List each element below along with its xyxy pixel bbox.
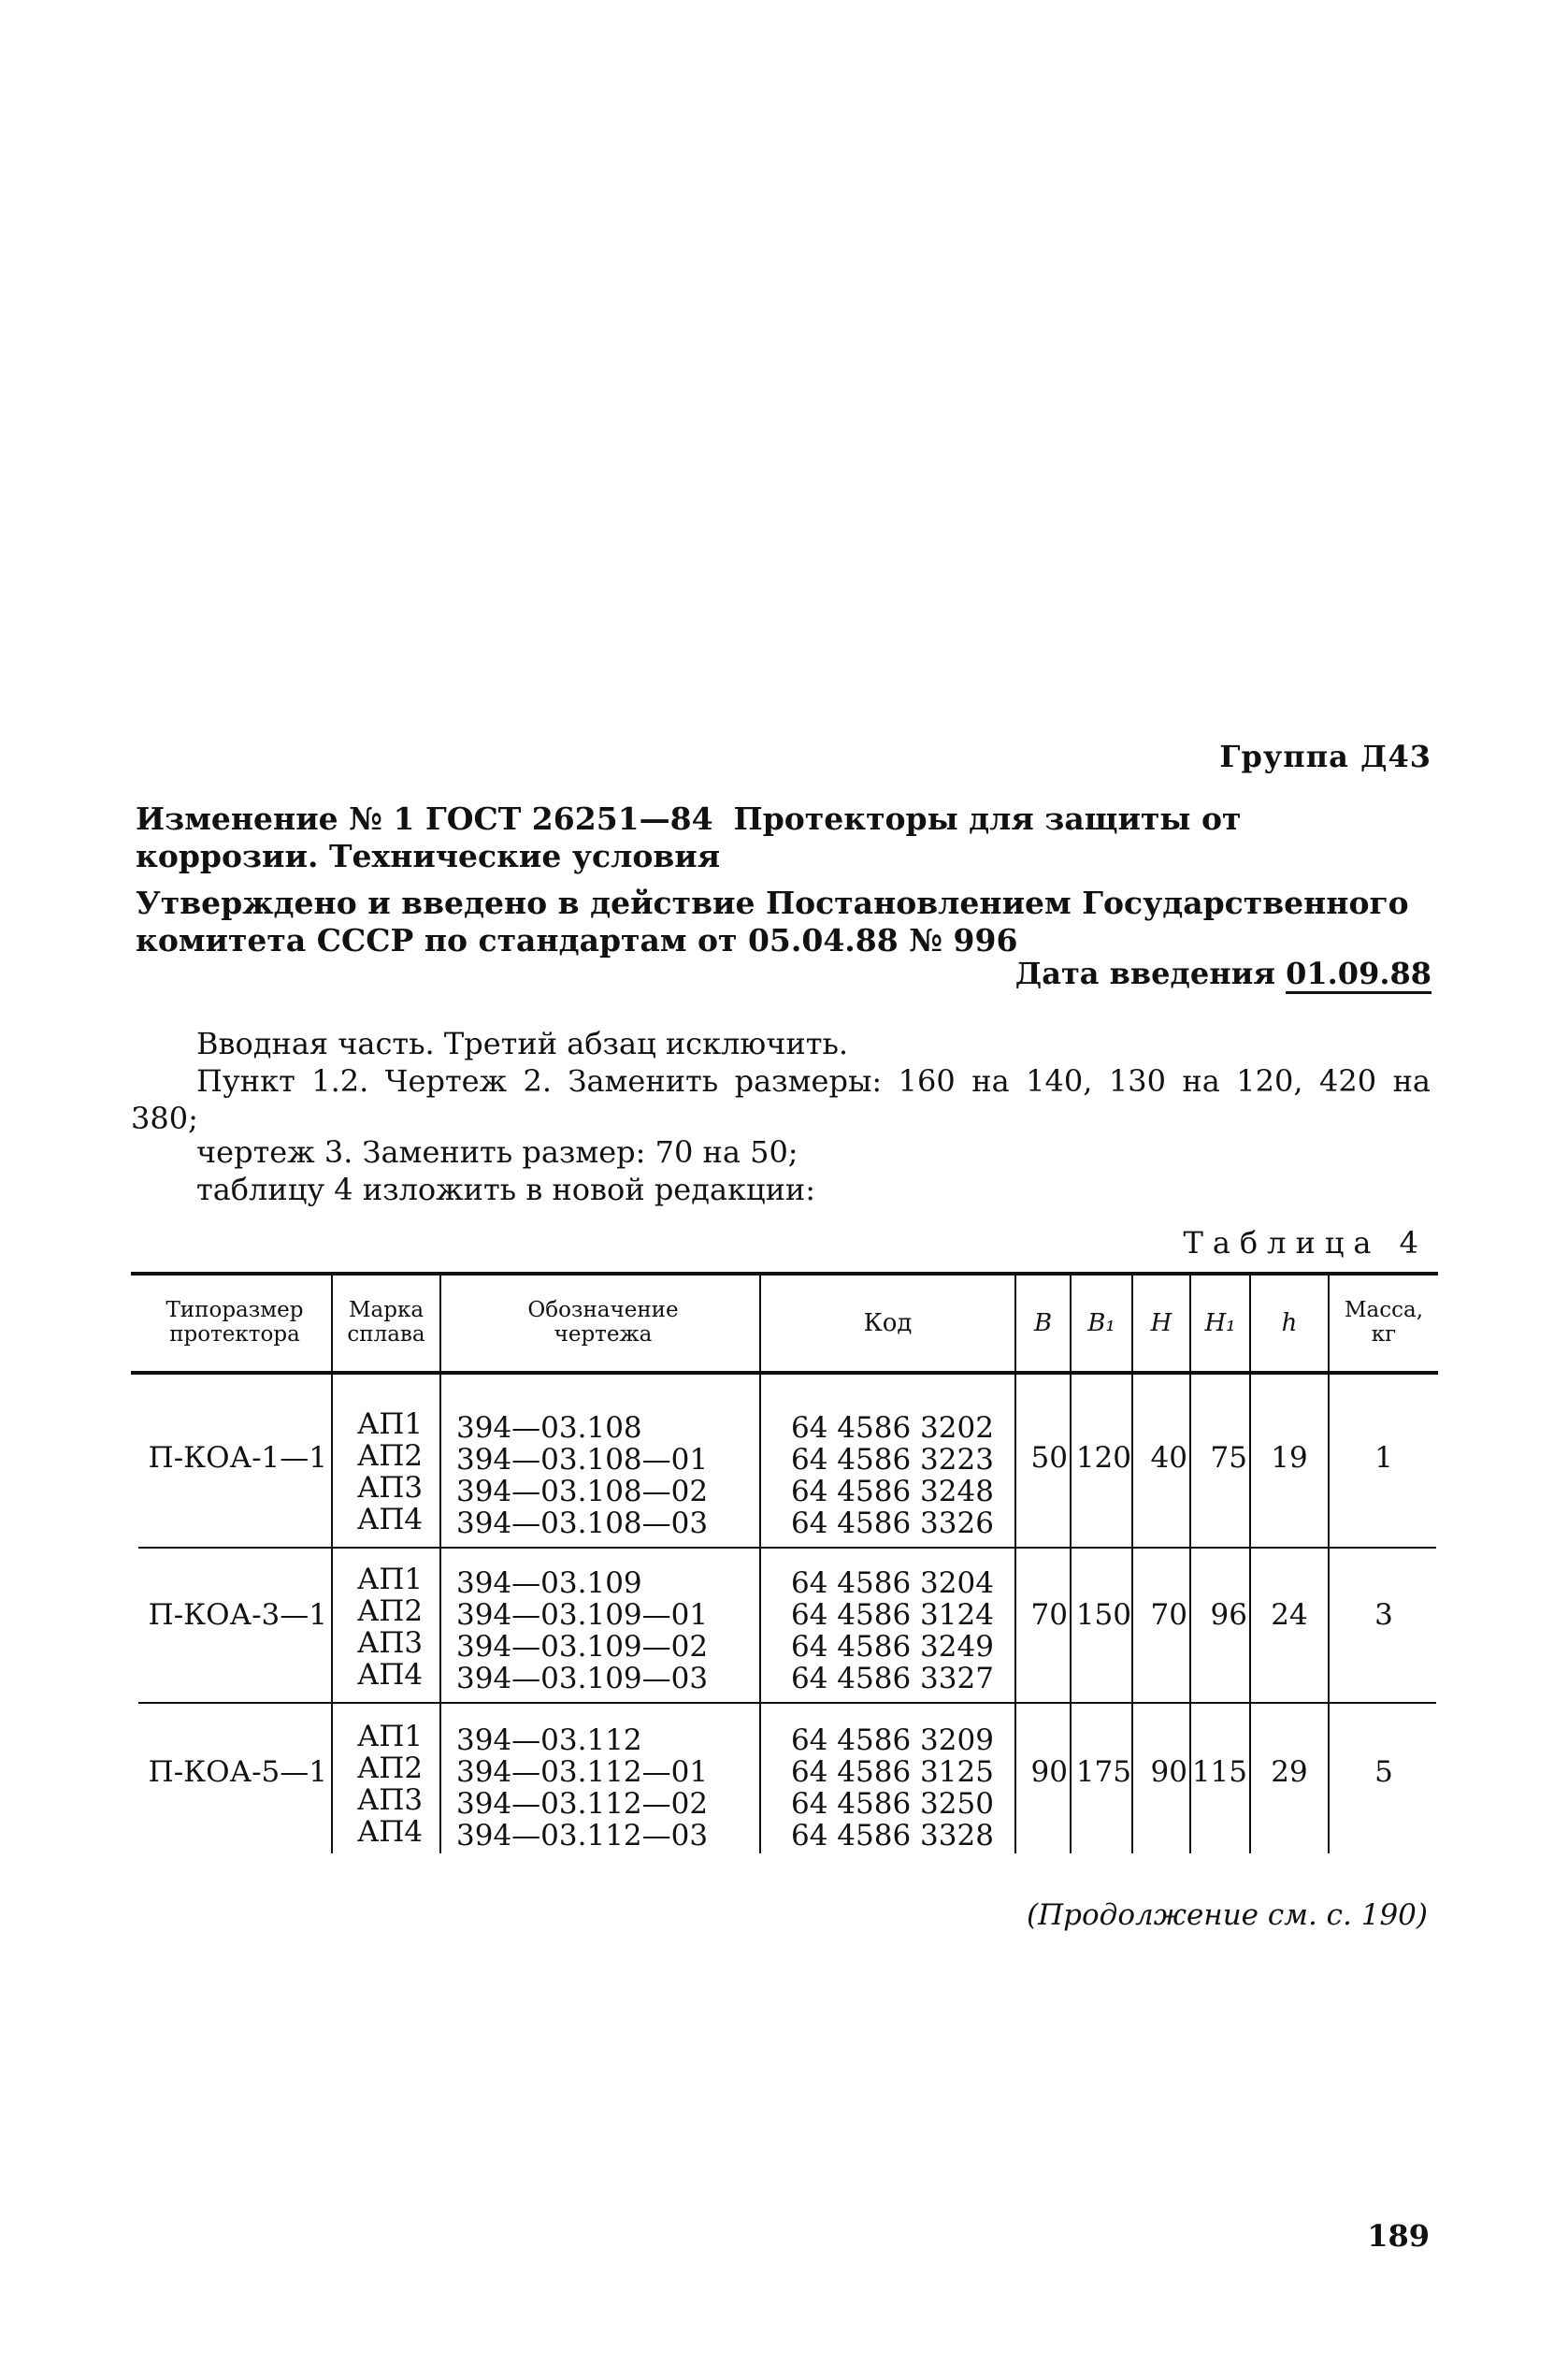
alloy-cell: АП4 [356,1815,424,1849]
header-drawing: Обозначение чертежа [527,1298,679,1347]
drawing-cell: 394—03.112 [456,1723,642,1757]
code-cell: 64 4586 3326 [791,1506,994,1540]
drawing-cell: 394—03.112—03 [456,1819,709,1852]
code-cell: 64 4586 3202 [791,1411,994,1445]
size-cell: П-КОА-3—1 [148,1598,327,1632]
header-b1: B₁ [1087,1309,1115,1337]
h1-cell: 115 [1191,1755,1247,1789]
h1-cell: 96 [1210,1598,1247,1632]
code-cell: 64 4586 3328 [791,1819,994,1852]
header-code: Код [863,1309,913,1337]
code-cell: 64 4586 3249 [791,1630,994,1664]
h1-cell: 75 [1210,1441,1247,1475]
code-cell: 64 4586 3250 [791,1787,994,1821]
drawing-cell: 394—03.112—02 [456,1787,709,1821]
drawing-cell: 394—03.109 [456,1566,642,1600]
h-lower-cell: 29 [1271,1755,1308,1789]
drawing-cell: 394—03.109—03 [456,1662,709,1695]
b-cell: 70 [1030,1598,1068,1632]
header-b: B [1033,1309,1053,1337]
date-value: 01.09.88 [1286,956,1431,994]
alloy-cell: АП2 [356,1439,424,1473]
page-number: 189 [1367,2218,1430,2254]
alloy-cell: АП4 [356,1658,424,1692]
drawing-cell: 394—03.109—02 [456,1630,709,1664]
alloy-cell: АП1 [356,1563,424,1596]
document-title [136,800,1431,875]
code-cell: 64 4586 3327 [791,1662,994,1695]
b1-cell: 175 [1075,1755,1131,1789]
header-size: Типоразмер протектора [165,1298,304,1347]
code-cell: 64 4586 3125 [791,1755,994,1789]
drawing-cell: 394—03.109—01 [456,1598,709,1632]
paragraph-table-4: таблицу 4 изложить в новой редакции: [196,1172,816,1207]
group-label: Группа Д43 [1219,739,1431,774]
date-label: Дата введения [1014,956,1275,991]
alloy-cell: АП1 [356,1720,424,1753]
alloy-cell: АП3 [356,1626,424,1660]
alloy-cell: АП2 [356,1594,424,1628]
drawing-cell: 394—03.112—01 [456,1755,709,1789]
group-divider [138,1702,1436,1704]
standard-title: Протекторы для защиты от коррозии. Технические условия [136,800,1242,874]
table-top-rule [131,1272,1438,1276]
paragraph-drawing-3: чертеж 3. Заменить размер: 70 на 50; [196,1134,798,1170]
b1-cell: 150 [1075,1598,1131,1632]
alloy-cell: АП2 [356,1751,424,1785]
h-lower-cell: 24 [1271,1598,1308,1632]
code-cell: 64 4586 3124 [791,1598,994,1632]
mass-cell: 3 [1374,1598,1393,1632]
h-lower-cell: 19 [1271,1441,1308,1475]
approval-statement: Утверждено и введено в действие Постановлением Государственного комитета СССР по стандартам от 05.04.88 № 996 [136,885,1409,959]
drawing-cell: 394—03.108—02 [456,1475,709,1508]
h-upper-cell: 70 [1150,1598,1187,1632]
drawing-cell: 394—03.108—01 [456,1443,709,1477]
code-cell: 64 4586 3204 [791,1566,994,1600]
paragraph-intro: Вводная часть. Третий абзац исключить. [196,1026,849,1061]
b1-cell: 120 [1075,1441,1131,1475]
code-cell: 64 4586 3209 [791,1723,994,1757]
header-alloy: Марка сплава [347,1298,425,1347]
header-h-upper: H [1150,1309,1172,1337]
h-upper-cell: 90 [1150,1755,1187,1789]
drawing-cell: 394—03.108—03 [456,1506,709,1540]
alloy-cell: АП1 [356,1407,424,1441]
effective-date [1015,956,1431,991]
group-divider [138,1547,1436,1549]
column-divider [331,1276,333,1853]
amendment-number: Изменение № 1 ГОСТ 26251—84 [136,800,713,837]
code-cell: 64 4586 3248 [791,1475,994,1508]
size-cell: П-КОА-1—1 [148,1441,327,1475]
mass-cell: 5 [1374,1755,1393,1789]
alloy-cell: АП3 [356,1783,424,1817]
header-h1: H₁ [1204,1309,1236,1337]
table-caption: Таблица 4 [1183,1225,1428,1261]
mass-cell: 1 [1374,1441,1393,1475]
header-h-lower: h [1281,1309,1298,1337]
h-upper-cell: 40 [1150,1441,1187,1475]
drawing-cell: 394—03.108 [456,1411,642,1445]
paragraph-item-1-2: Пункт 1.2. Чертеж 2. Заменить размеры: 160 на 140, 130 на 120, 420 на [196,1063,1431,1099]
column-divider [759,1276,761,1853]
paragraph-item-1-2-cont: 380; [131,1101,198,1136]
size-cell: П-КОА-5—1 [148,1755,327,1789]
continuation-note: (Продолжение см. с. 190) [1027,1898,1428,1932]
header-mass: Масса, кг [1344,1298,1424,1347]
alloy-cell: АП4 [356,1503,424,1536]
code-cell: 64 4586 3223 [791,1443,994,1477]
b-cell: 50 [1030,1441,1068,1475]
b-cell: 90 [1030,1755,1068,1789]
alloy-cell: АП3 [356,1471,424,1505]
column-divider [439,1276,441,1853]
table-header-rule [131,1371,1438,1375]
